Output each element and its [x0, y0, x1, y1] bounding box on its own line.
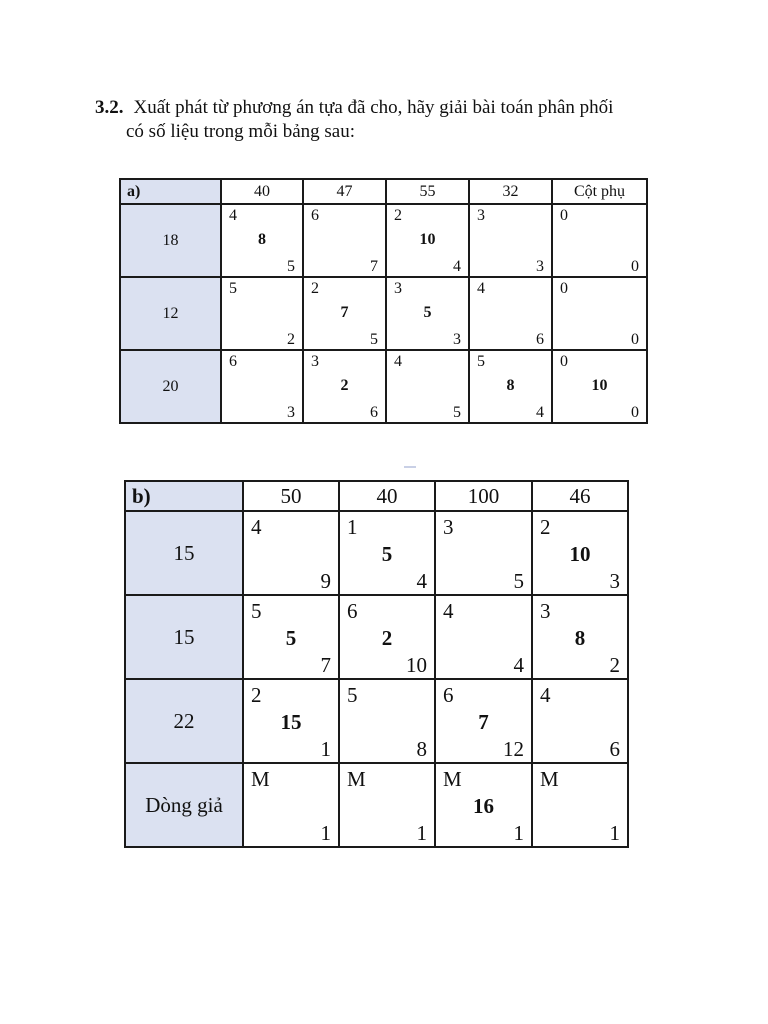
cost-value: 5 [229, 280, 237, 297]
potential-value: 1 [609, 821, 620, 845]
table-cell [435, 679, 532, 763]
cost-value: M [347, 767, 366, 791]
cost-value: 2 [251, 683, 262, 707]
allocation-value: 8 [258, 231, 266, 248]
table-cell [532, 595, 628, 679]
allocation-value: 10 [591, 377, 608, 394]
exercise-heading [95, 96, 695, 144]
table-cell [243, 679, 339, 763]
cost-value: 2 [311, 280, 319, 297]
table-a-dummy-column-header: Cột phụ [552, 179, 647, 204]
table-cell [435, 763, 532, 847]
scan-mark [404, 466, 416, 468]
cost-value: 6 [311, 207, 319, 224]
allocation-value: 8 [574, 626, 586, 650]
allocation-value: 10 [419, 231, 436, 248]
potential-value: 0 [631, 258, 639, 275]
potential-value: 7 [320, 653, 331, 677]
potential-value: 6 [370, 404, 378, 421]
table-a-supply-2: 12 [120, 277, 221, 350]
allocation-value: 5 [381, 542, 393, 566]
potential-value: 5 [287, 258, 295, 275]
cost-value: 0 [560, 207, 568, 224]
table-cell [221, 277, 303, 350]
table-b-supply-2: 15 [125, 595, 243, 679]
table-cell [339, 679, 435, 763]
table-cell [243, 511, 339, 595]
allocation-value: 2 [340, 377, 349, 394]
allocation-value: 16 [473, 794, 494, 818]
table-b-demand-4: 46 [532, 481, 628, 511]
table-cell [243, 763, 339, 847]
potential-value: 1 [320, 737, 331, 761]
table-a-demand-3: 55 [386, 179, 469, 204]
table-cell [303, 277, 386, 350]
table-b-dummy-row-header: Dòng giả [125, 763, 243, 847]
cost-value: 5 [477, 353, 485, 370]
potential-value: 3 [453, 331, 461, 348]
transport-table-a [119, 178, 648, 424]
potential-value: 5 [513, 569, 524, 593]
potential-value: 6 [609, 737, 620, 761]
potential-value: 1 [416, 821, 427, 845]
potential-value: 5 [453, 404, 461, 421]
potential-value: 3 [609, 569, 620, 593]
potential-value: 1 [513, 821, 524, 845]
table-a-header-row [120, 179, 647, 204]
potential-value: 2 [287, 331, 295, 348]
table-a-demand-4: 32 [469, 179, 552, 204]
table-cell [532, 763, 628, 847]
table-a-label: a) [120, 179, 221, 204]
potential-value: 4 [453, 258, 461, 275]
cost-value: 5 [347, 683, 358, 707]
table-cell [303, 204, 386, 277]
potential-value: 0 [631, 331, 639, 348]
cost-value: 1 [347, 515, 358, 539]
cost-value: 3 [477, 207, 485, 224]
cost-value: 2 [394, 207, 402, 224]
potential-value: 4 [416, 569, 427, 593]
table-cell [552, 277, 647, 350]
cost-value: 2 [540, 515, 551, 539]
potential-value: 0 [631, 404, 639, 421]
cost-value: 4 [477, 280, 485, 297]
potential-value: 6 [536, 331, 544, 348]
table-row [125, 595, 628, 679]
table-row [120, 204, 647, 277]
table-b-demand-3: 100 [435, 481, 532, 511]
cost-value: 6 [443, 683, 454, 707]
table-cell [532, 679, 628, 763]
table-b-demand-2: 40 [339, 481, 435, 511]
exercise-number: 3.2. [95, 97, 124, 118]
table-a-demand-1: 40 [221, 179, 303, 204]
potential-value: 4 [536, 404, 544, 421]
cost-value: 4 [540, 683, 551, 707]
potential-value: 5 [370, 331, 378, 348]
potential-value: 10 [406, 653, 427, 677]
cost-value: 4 [229, 207, 237, 224]
cost-value: M [443, 767, 462, 791]
cost-value: M [540, 767, 559, 791]
table-a-supply-1: 18 [120, 204, 221, 277]
allocation-value: 15 [280, 710, 302, 734]
potential-value: 2 [609, 653, 620, 677]
table-cell [243, 595, 339, 679]
table-row [120, 277, 647, 350]
table-b-demand-1: 50 [243, 481, 339, 511]
cost-value: 3 [540, 599, 551, 623]
potential-value: 8 [416, 737, 427, 761]
cost-value: 5 [251, 599, 262, 623]
exercise-text-line1: Xuất phát từ phương án tựa đã cho, hãy giải bài toán phân phối [133, 97, 614, 118]
transport-table-b [124, 480, 629, 848]
allocation-value: 5 [285, 626, 297, 650]
cost-value: 4 [443, 599, 454, 623]
cost-value: 6 [229, 353, 237, 370]
table-cell [469, 350, 552, 423]
table-cell [221, 350, 303, 423]
table-cell [386, 204, 469, 277]
potential-value: 3 [536, 258, 544, 275]
table-b-label: b) [125, 481, 243, 511]
table-b-header-row [125, 481, 628, 511]
potential-value: 7 [370, 258, 378, 275]
cost-value: 4 [394, 353, 402, 370]
cost-value: 0 [560, 353, 568, 370]
table-cell [386, 350, 469, 423]
exercise-text-line2: có số liệu trong mỗi bảng sau: [126, 121, 356, 142]
cost-value: 4 [251, 515, 262, 539]
allocation-value: 8 [506, 377, 515, 394]
allocation-value: 10 [569, 542, 591, 566]
potential-value: 9 [320, 569, 331, 593]
table-cell [303, 350, 386, 423]
cost-value: 3 [311, 353, 319, 370]
table-cell [532, 511, 628, 595]
allocation-value: 2 [381, 626, 393, 650]
cost-value: 3 [394, 280, 402, 297]
table-cell [339, 511, 435, 595]
table-row [125, 763, 628, 847]
table-b-supply-1: 15 [125, 511, 243, 595]
table-b-supply-3: 22 [125, 679, 243, 763]
potential-value: 12 [503, 737, 524, 761]
potential-value: 1 [320, 821, 331, 845]
table-a-demand-2: 47 [303, 179, 386, 204]
allocation-value: 5 [423, 304, 432, 321]
cost-value: M [251, 767, 270, 791]
potential-value: 3 [287, 404, 295, 421]
table-cell [469, 204, 552, 277]
table-row [120, 350, 647, 423]
cost-value: 6 [347, 599, 358, 623]
table-cell [435, 511, 532, 595]
table-cell [339, 595, 435, 679]
allocation-value: 7 [478, 710, 489, 734]
table-cell [552, 350, 647, 423]
table-a-supply-3: 20 [120, 350, 221, 423]
table-cell [339, 763, 435, 847]
allocation-value: 7 [340, 304, 349, 321]
table-cell [469, 277, 552, 350]
cost-value: 3 [443, 515, 454, 539]
table-row [125, 679, 628, 763]
cost-value: 0 [560, 280, 568, 297]
table-cell [552, 204, 647, 277]
potential-value: 4 [513, 653, 524, 677]
table-cell [435, 595, 532, 679]
table-cell [221, 204, 303, 277]
table-row [125, 511, 628, 595]
table-cell [386, 277, 469, 350]
